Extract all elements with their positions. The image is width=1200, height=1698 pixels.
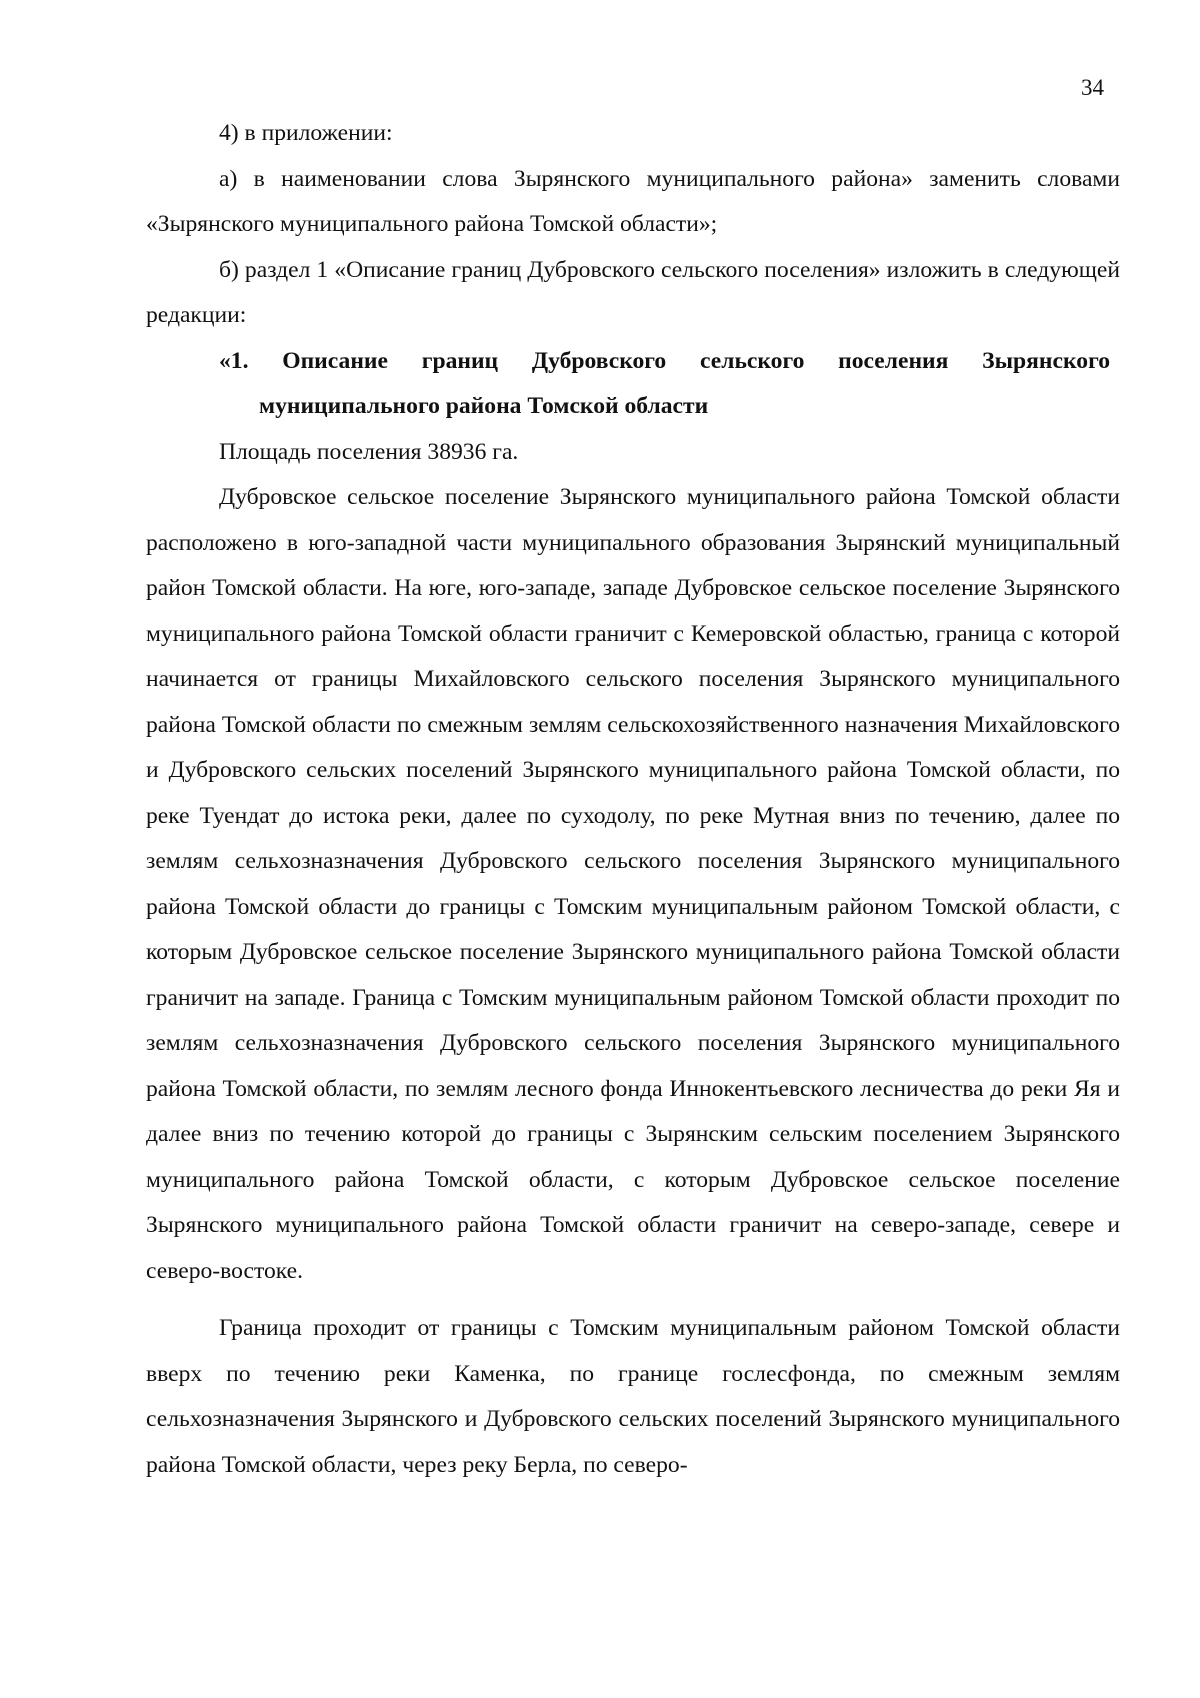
section-heading bbox=[146, 339, 1120, 430]
document-body bbox=[146, 111, 1120, 1488]
list-item-b: б) раздел 1 «Описание границ Дубровского сельского поселения» изложить в следующей редакции: bbox=[146, 256, 1120, 328]
settlement-area: Площадь поселения 38936 га. bbox=[219, 438, 519, 465]
body-paragraph-1: Дубровское сельское поселение Зырянского муниципального района Томской области расположено в юго-западной части муниципального образования Зырянский муниципальный район Томской области. На юге, юго-западе, западе Дубровское сельское поселение Зырянского муниципального района Томской области граничит с Кемеровской областью, граница с которой начинается от границы Михайловского сельского поселения Зырянского муниципального района Томской области по смежным землям сельскохозяйственного назначения Михайловского и Дубровского сельских поселений Зырянского муниципального района Томской области, по реке Туендат до истока реки, далее по суходолу, по реке Мутная вниз по течению, далее по землям сельхозназначения Дубровского сельского поселения Зырянского муниципального района Томской области до границы с Томским муниципальным районом Томской области, с которым Дубровское сельское поселение Зырянского муниципального района Томской области граничит на западе. Граница с Томским муниципальным районом Томской области проходит по землям сельхозназначения Дубровского сельского поселения Зырянского муниципального района Томской области, по землям лесного фонда Иннокентьевского лесничества до реки Яя и далее вниз по течению которой до границы с Зырянским сельским поселением Зырянского муниципального района Томской области, с которым Дубровское сельское поселение Зырянского муниципального района Томской области граничит на северо-западе, севере и северо-востоке. bbox=[146, 484, 1120, 1284]
page-number: 34 bbox=[1081, 75, 1104, 100]
list-item-a: а) в наименовании слова Зырянского муниципального района» заменить словами «Зырянского муниципального района Томской области»; bbox=[146, 165, 1120, 237]
list-item-4: 4) в приложении: bbox=[219, 120, 393, 146]
body-paragraph-2: Граница проходит от границы с Томским муниципальным районом Томской области вверх по течению реки Каменка, по границе гослесфонда, по смежным землям сельхозназначения Зырянского и Дубровского сельских поселений Зырянского муниципального района Томской области, через реку Берла, по северо- bbox=[146, 1315, 1120, 1478]
section-heading-line-2: муниципального района Томской области bbox=[259, 393, 709, 419]
section-heading-line-1: «1. Описание границ Дубровского сельского поселения Зырянского bbox=[219, 347, 1110, 374]
